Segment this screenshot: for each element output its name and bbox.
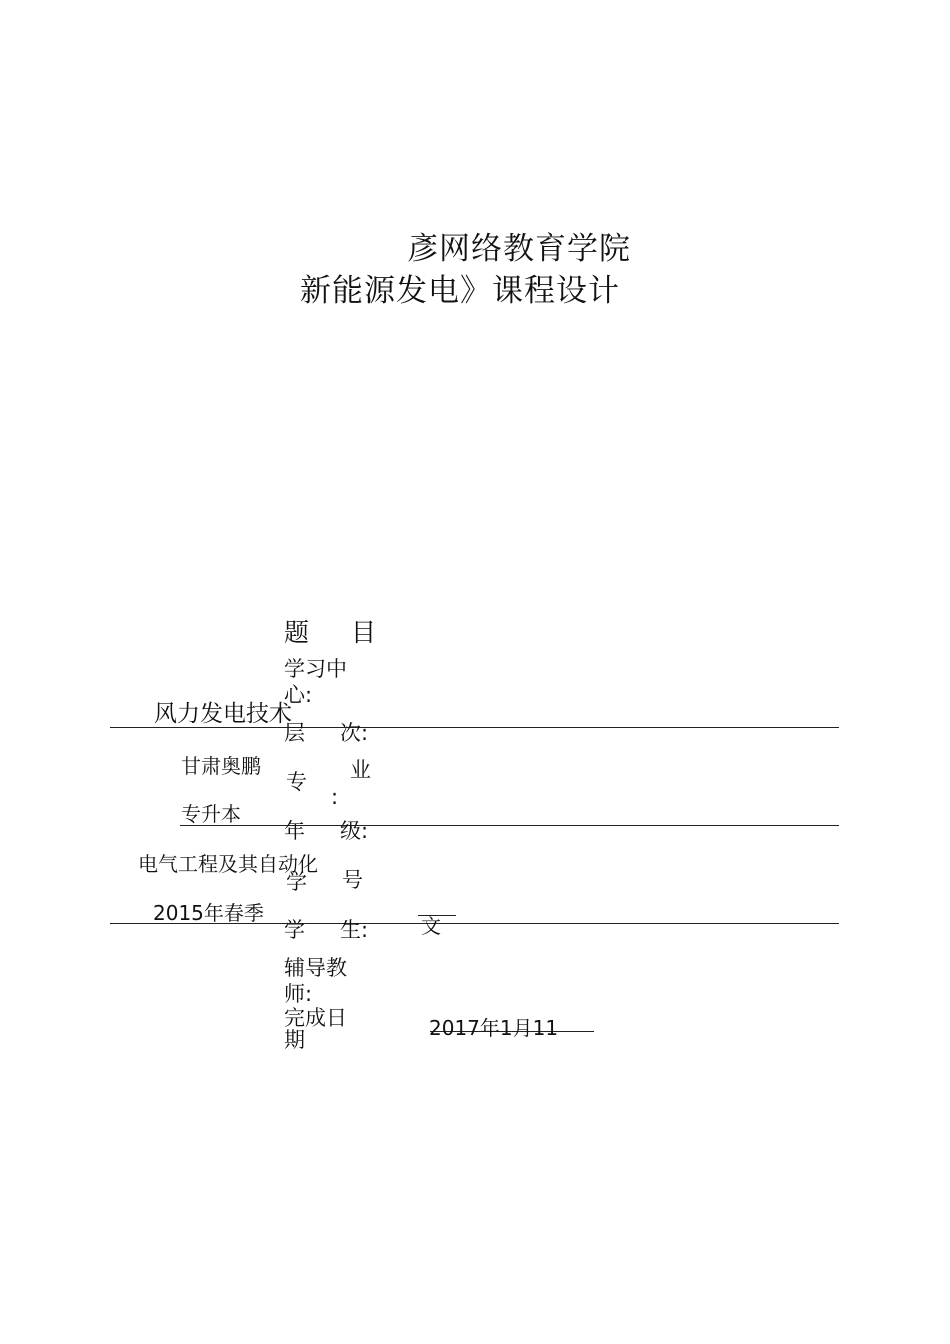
label-date-b: 期: [284, 1028, 305, 1052]
label-center-b: 心:: [284, 683, 313, 707]
label-id-a: 学: [286, 870, 307, 894]
value-grade: 2015年春季: [153, 901, 264, 925]
value-major: 电气工程及其自动化: [138, 852, 318, 876]
course-title: 新能源发电》课程设计: [300, 273, 620, 309]
value-date: 2017年1月11: [429, 1016, 559, 1040]
label-student-a: 学: [284, 918, 305, 942]
divider-line: [180, 825, 839, 826]
value-center: 甘肃奥鹏: [181, 754, 261, 778]
label-level-a: 层: [284, 721, 305, 745]
label-advisor-b: 师:: [284, 982, 313, 1006]
label-level-b: 次:: [340, 721, 369, 745]
value-topic: 风力发电技术: [154, 701, 292, 727]
label-major-colon: :: [331, 785, 339, 809]
divider-line: [110, 727, 839, 728]
label-student-b: 生:: [340, 918, 369, 942]
label-grade-b: 级:: [340, 819, 369, 843]
institution-title: 彥网络教育学院: [407, 231, 631, 267]
label-date-b-clip: [284, 1028, 344, 1052]
label-topic-a: 题: [284, 618, 310, 647]
value-level: 专升本: [181, 802, 241, 826]
label-date-a: 完成日: [284, 1006, 347, 1030]
label-center-a: 学习中: [284, 657, 347, 681]
value-date-clip: [429, 1016, 599, 1040]
label-advisor-a: 辅导教: [284, 956, 347, 980]
label-grade-a: 年: [284, 819, 305, 843]
label-major-b: 业: [350, 758, 371, 782]
label-topic-b: 目: [351, 618, 377, 647]
label-id-b: 号: [342, 868, 363, 892]
value-student: 文: [421, 914, 441, 938]
label-major-a: 专: [286, 770, 307, 794]
